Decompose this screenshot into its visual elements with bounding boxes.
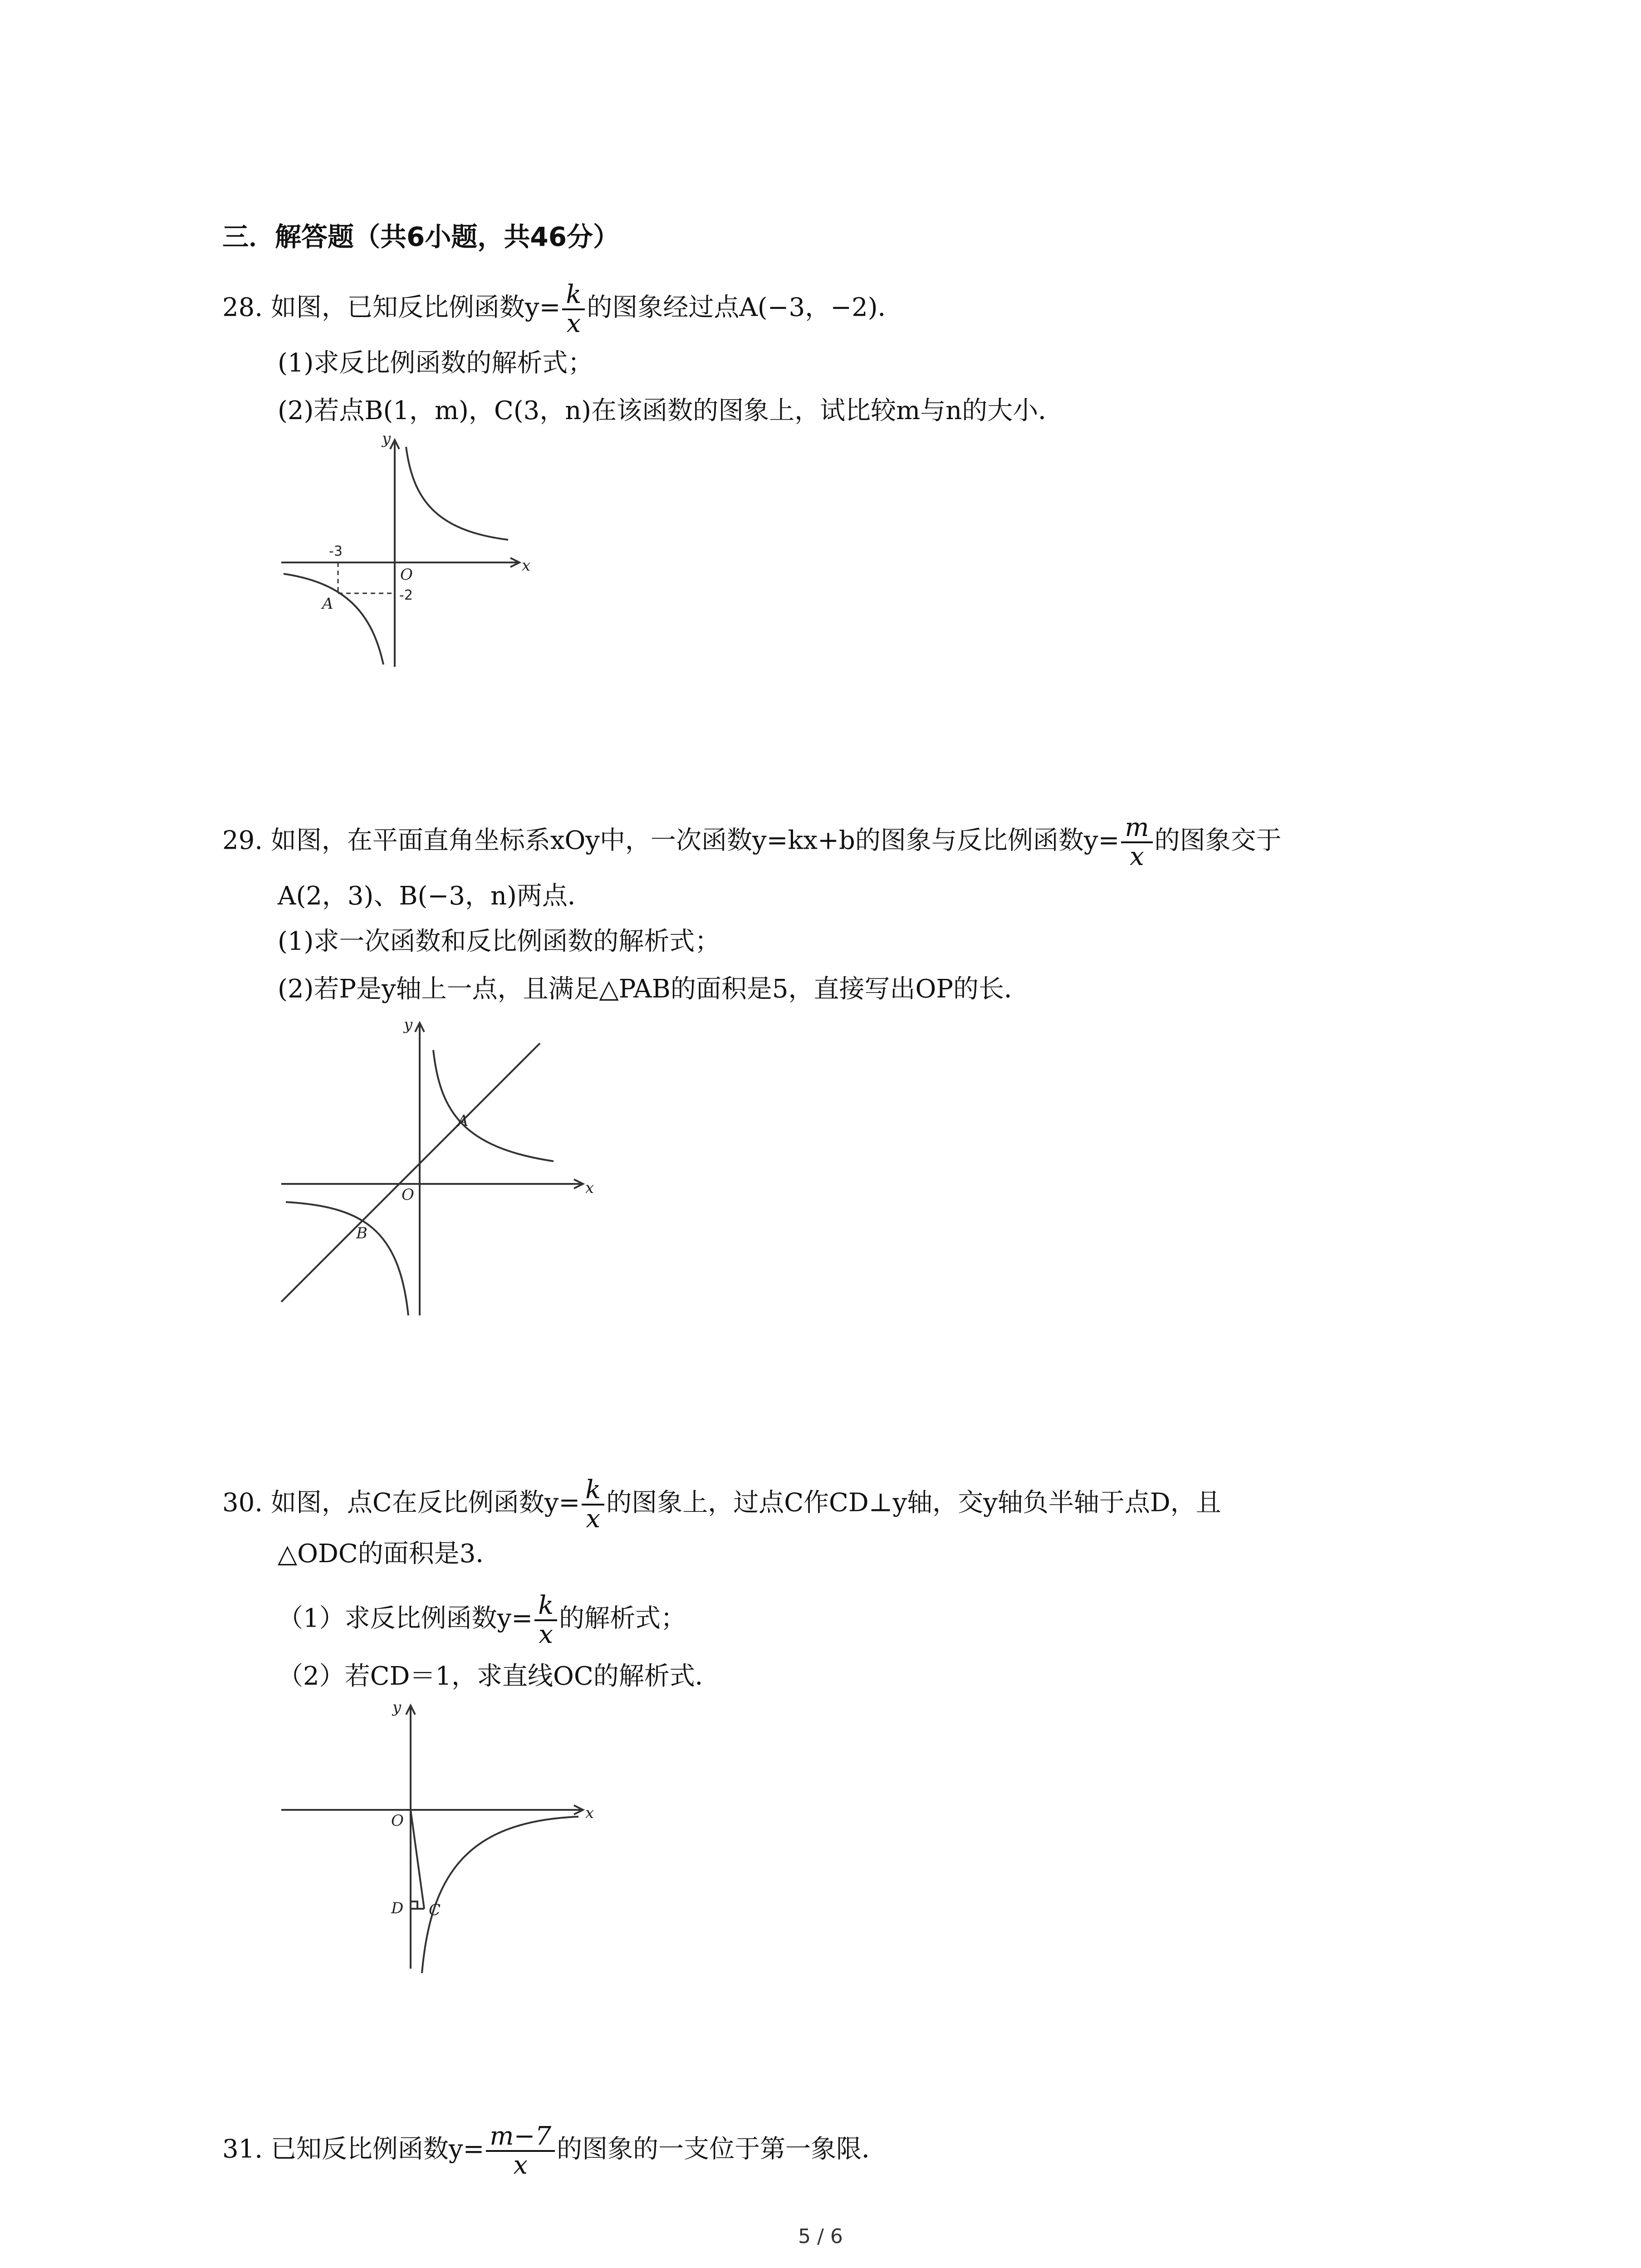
q29-fraction xyxy=(1121,814,1152,870)
q28-stem-pre: 28. 如图，已知反比例函数y= xyxy=(222,293,561,323)
q29-frac-den: x xyxy=(1130,842,1144,871)
q30-frac-den: x xyxy=(586,1504,601,1534)
q29-stem-post: 的图象交于 xyxy=(1154,826,1282,855)
q29-stem-pre: 29. 如图，在平面直角坐标系xOy中，一次函数y=kx+b的图象与反比例函数y= xyxy=(222,826,1120,855)
q30-x-label: x xyxy=(585,1804,594,1822)
q28-stem xyxy=(222,281,903,337)
q30-part1 xyxy=(278,1592,686,1648)
q30-figure xyxy=(272,1696,599,1987)
q28-origin-label: O xyxy=(400,566,413,584)
q31-frac-num: m−7 xyxy=(486,2123,555,2152)
q30-part1-fraction xyxy=(534,1592,557,1648)
q28-frac-num: k xyxy=(562,281,585,310)
q29-point-b-label: B xyxy=(356,1224,367,1242)
q31-frac-den: x xyxy=(513,2151,528,2180)
q31-stem-post: 的图象的一支位于第一象限． xyxy=(557,2134,887,2164)
q30-part2: （2）若CD＝1，求直线OC的解析式． xyxy=(278,1662,720,1691)
q30-origin-label: O xyxy=(391,1812,404,1830)
q29-curve-q1 xyxy=(433,1050,554,1161)
q30-right-angle-mark xyxy=(411,1901,417,1909)
q30-point-c-label: C xyxy=(429,1901,441,1919)
q31-stem-pre: 31. 已知反比例函数y= xyxy=(222,2134,485,2164)
q30-curve xyxy=(422,1817,578,1973)
page-number: 5 / 6 xyxy=(798,2225,843,2248)
q30-stem-pre: 30. 如图，点C在反比例函数y= xyxy=(222,1488,580,1518)
q29-point-a-label: A xyxy=(457,1112,469,1130)
q29-figure xyxy=(272,1012,608,1329)
q30-part1-frac-den: x xyxy=(539,1620,553,1649)
q29-part1: (1)求一次函数和反比例函数的解析式； xyxy=(278,927,720,956)
q28-x-label: x xyxy=(522,557,531,575)
q30-segment-oc xyxy=(411,1810,424,1909)
q28-part1: (1)求反比例函数的解析式； xyxy=(278,348,593,378)
q30-stem-post: 的图象上，过点C作CD⊥y轴，交y轴负半轴于点D，且 xyxy=(606,1488,1221,1518)
q28-figure xyxy=(272,426,544,671)
q29-frac-num: m xyxy=(1121,814,1152,843)
q30-point-d-label: D xyxy=(391,1899,404,1917)
q30-stem xyxy=(222,1476,1221,1533)
q28-y-label: y xyxy=(382,430,391,448)
q28-curve-q1 xyxy=(406,447,508,540)
q29-x-label: x xyxy=(585,1179,594,1197)
q30-y-label: y xyxy=(392,1698,402,1716)
q29-origin-label: O xyxy=(402,1186,414,1204)
q28-part2: (2)若点B(1，m)，C(3，n)在该函数的图象上，试比较m与n的大小． xyxy=(278,396,1064,425)
q30-part1-frac-num: k xyxy=(534,1592,557,1621)
q30-part1-pre: （1）求反比例函数y= xyxy=(278,1603,533,1633)
q28-stem-post: 的图象经过点A(−3，−2)． xyxy=(587,293,903,323)
q30-part1-post: 的解析式； xyxy=(559,1603,686,1633)
q28-fraction xyxy=(562,281,585,337)
q29-stem xyxy=(222,814,1282,870)
q31-stem xyxy=(222,2123,887,2179)
q30-frac-num: k xyxy=(582,1476,604,1505)
q31-fraction xyxy=(486,2123,555,2179)
q28-tick-y-label: -2 xyxy=(399,587,413,603)
q29-y-label: y xyxy=(404,1016,413,1034)
q30-stem-line2: △ODC的面积是3． xyxy=(278,1539,501,1569)
q30-fraction xyxy=(582,1476,604,1533)
q29-part2: (2)若P是y轴上一点，且满足△PAB的面积是5，直接写出OP的长． xyxy=(278,974,1030,1004)
section-heading: 三．解答题（共6小题，共46分） xyxy=(222,221,620,252)
q28-point-a-label: A xyxy=(322,595,333,613)
q29-linear-graph xyxy=(281,1043,540,1302)
q29-stem-line2: A(2，3)、B(−3，n)两点． xyxy=(278,881,593,911)
q29-curve-q3 xyxy=(286,1202,408,1315)
q28-tick-x-label: -3 xyxy=(329,543,343,559)
q28-curve-q3 xyxy=(284,574,383,665)
q28-frac-den: x xyxy=(566,309,581,338)
